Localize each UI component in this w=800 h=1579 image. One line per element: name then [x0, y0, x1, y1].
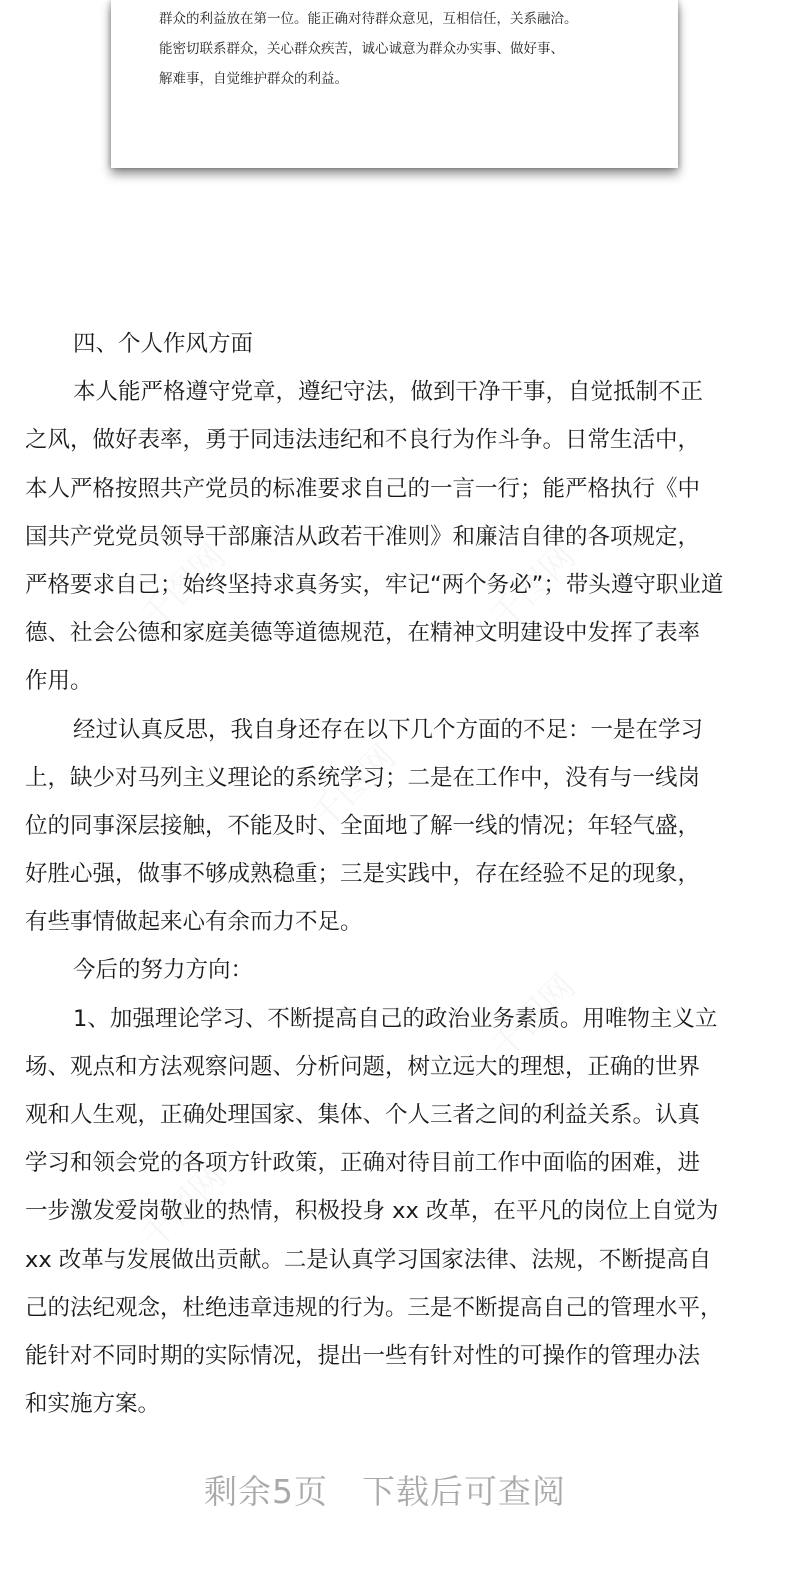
paragraph-line: xx 改革与发展做出贡献。二是认真学习国家法律、法规，不断提高自 — [25, 1246, 712, 1273]
preview-card-text — [159, 4, 659, 94]
paragraph-first-line: 1、加强理论学习、不断提高自己的政治业务素质。用唯物主义立 — [73, 1005, 718, 1032]
paragraph-line: 有些事情做起来心有余而力不足。 — [25, 909, 363, 936]
previous-page-preview-card — [111, 0, 678, 168]
remaining-pages-banner[interactable] — [0, 1466, 770, 1513]
paragraph-line: 本人严格按照共产党员的标准要求自己的一言一行；能严格执行《中 — [25, 475, 701, 502]
paragraph-first-line: 经过认真反思，我自身还存在以下几个方面的不足：一是在学习 — [73, 716, 704, 743]
paragraph-line: 学习和领会党的各项方针政策，正确对待目前工作中面临的困难，进 — [25, 1150, 701, 1177]
paragraph-line: 严格要求自己；始终坚持求真务实，牢记“两个务必”；带头遵守职业道 — [25, 571, 724, 598]
paragraph-first-line: 今后的努力方向： — [73, 957, 254, 984]
preview-line: 解难事，自觉维护群众的利益。 — [159, 71, 348, 87]
paragraph-line: 作用。 — [25, 668, 93, 695]
paragraph-line: 和实施方案。 — [25, 1391, 161, 1418]
remaining-pages-count: 剩余5页 — [204, 1472, 328, 1511]
paragraph-line: 之风，做好表率，勇于同违法违纪和不良行为作斗争。日常生活中， — [25, 427, 701, 454]
paragraph-line: 能针对不同时期的实际情况，提出一些有针对性的可操作的管理办法 — [25, 1342, 701, 1369]
paragraph-line: 己的法纪观念，杜绝违章违规的行为。三是不断提高自己的管理水平， — [25, 1294, 723, 1321]
download-prompt: 下载后可查阅 — [362, 1472, 566, 1511]
paragraph-line: 观和人生观，正确处理国家、集体、个人三者之间的利益关系。认真 — [25, 1102, 701, 1128]
paragraph-line: 一步激发爱岗敬业的热情，积极投身 xx 改革，在平凡的岗位上自觉为 — [25, 1198, 719, 1225]
paragraph-line: 德、社会公德和家庭美德等道德规范，在精神文明建设中发挥了表率 — [25, 620, 701, 647]
paragraph-line: 上，缺少对马列主义理论的系统学习；二是在工作中，没有与一线岗 — [25, 764, 701, 791]
paragraph-line: 国共产党党员领导干部廉洁从政若干准则》和廉洁自律的各项规定， — [25, 523, 701, 550]
paragraph-first-line: 四、个人作风方面 — [73, 331, 254, 357]
paragraph-line: 好胜心强，做事不够成熟稳重；三是实践中，存在经验不足的现象， — [25, 861, 701, 888]
paragraph-first-line: 本人能严格遵守党章，遵纪守法，做到干净干事，自觉抵制不正 — [73, 379, 704, 406]
preview-line: 能密切联系群众，关心群众疾苦，诚心诚意为群众办实事、做好事、 — [159, 41, 564, 57]
paragraph-line: 位的同事深层接触，不能及时、全面地了解一线的情况；年轻气盛， — [25, 812, 701, 839]
document-body — [25, 320, 775, 1428]
paragraph-line: 场、观点和方法观察问题、分析问题，树立远大的理想，正确的世界 — [25, 1053, 701, 1080]
preview-line: 群众的利益放在第一位。能正确对待群众意见，互相信任，关系融洽。 — [159, 11, 578, 27]
